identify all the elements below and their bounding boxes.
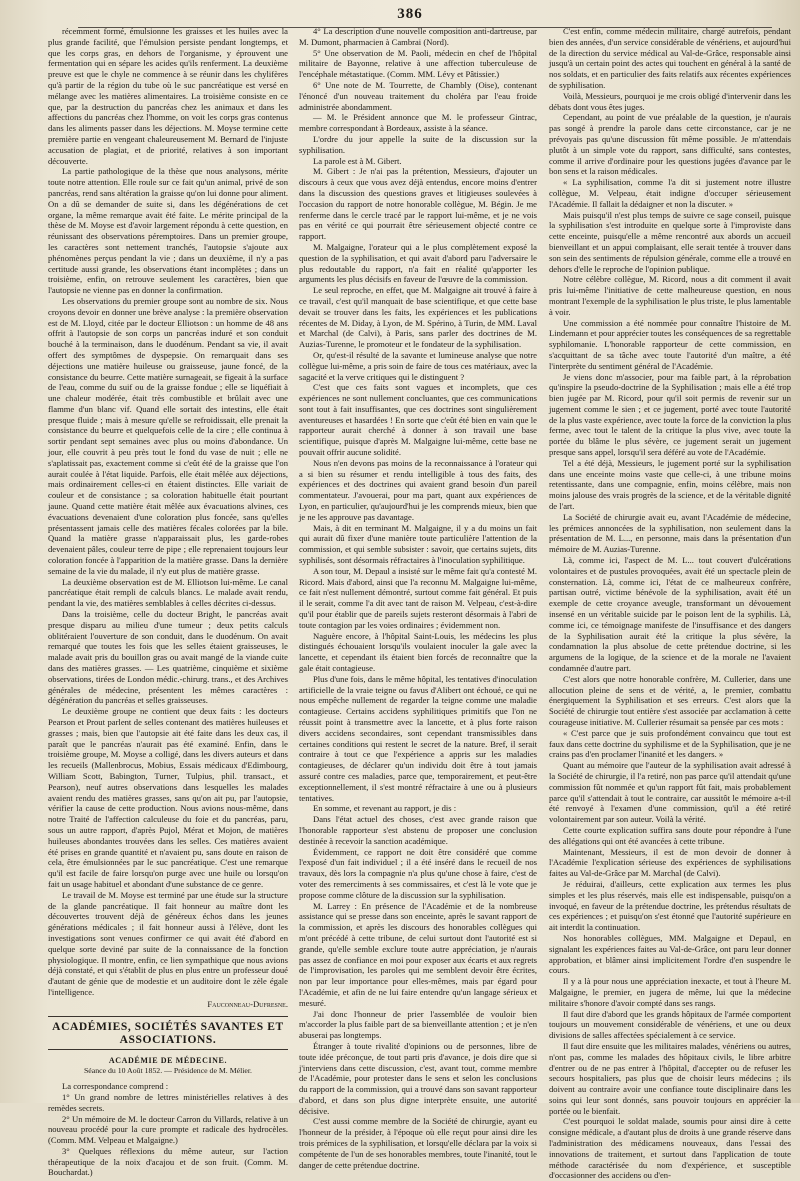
paragraph: Il y a là pour nous une appréciation inexacte, et tout à l'heure M. Malgaigne, le premier, en jugera de même, lui que la médecine militaire s'honore d'avoir compté dans ses rangs.: [549, 976, 791, 1008]
paragraph: Cette courte explication suffira sans doute pour répondre à l'une des allégations qui ont été avancées à cette tribune.: [549, 824, 791, 846]
paragraph: « C'est parce que je suis profondément convaincu que tout est faux dans cette doctrine du syphilisme et de la Syphilisation, que je ne crains pas d'en proclamer l'inanité et les dangers. »: [549, 727, 791, 760]
paragraph: Notre célèbre collègue, M. Ricord, nous a dit comment il avait pris lui-même l'initiative de cette malheureuse question, en nous montrant l'exemple de la syphilisation le plus triste, le plus lamentable à voir.: [549, 274, 791, 317]
paragraph: Tel a été déjà, Messieurs, le jugement porté sur la syphilisation dans une enceinte moins vaste que celle-ci, à une tribune moins retentissante, dans une compagnie, enfin, moins célèbre, mais non moins jalouse des vrais progrès de la science, et de la véritable dignité de l'art.: [549, 457, 791, 512]
paragraph: Il faut dire ensuite que les militaires malades, vénériens ou autres, n'ont pas, comme les malades des hôpitaux civils, le libre arbitre d'entrer ou de ne pas entrer à l'hôpital, d'accepter ou de refuser les secours hospitaliers, pas plus que de choisir leurs médecins ; ils doivent au contraire avoir une confiance toute disciplinaire dans les soins qui leur sont donnés, sans pouvoir toujours en apprécier la portée ou le bienfait.: [549, 1040, 791, 1116]
paragraph: Dans l'état actuel des choses, c'est avec grande raison que l'honorable rapporteur s'est abstenu de proposer une conclusion destinée à recevoir la sanction académique.: [299, 814, 537, 846]
column-2: [299, 26, 537, 1170]
paragraph: Là, comme ici, l'aspect de M. L... tout couvert d'ulcérations volontaires et de pustules provoquées, avait été un spectacle plein de consternation. Là, comme ici, l'état de ce malheureux confrère, partisan outré, victime bénévole de la syphilisation, avait été un exemple de cette croyance aveugle, transformant un dévouement insensé en un véritable suicide par le poison lent de la syphilis. Là, comme ici, ce témoignage manifeste de l'insuffisance et des dangers de la Syphilisation aurait été la critique la plus sévère, la condamnation la plus absolue de cette prétendue doctrine, si les argumens de la logique, de la science et de la morale ne l'avaient condamnée d'autre part.: [549, 555, 791, 674]
session-line: Séance du 10 Août 1852. — Présidence de M. Mélier.: [83, 1066, 253, 1076]
paragraph: 3° Quelques réflexions du même auteur, sur l'action thérapeutique de la noix d'acajou et de son fruit. (Comm. M. Bouchardat.): [48, 1145, 288, 1178]
paragraph: Une commission a été nommée pour connaître l'histoire de M. Lindemann et pour apprécier toutes les conséquences de sa regrettable syphilomanie. L'honorable rapporteur de cette commission, en s'acquittant de sa tâche avec toute l'autorité d'un maître, a été l'interprète du sentiment général de l'Académie.: [549, 317, 791, 371]
paragraph: 5° Une observation de M. Paoli, médecin en chef de l'hôpital militaire de Bayonne, relative à une affection tuberculeuse de l'encéphale métastatique. (Comm. MM. Lévy et Pâtissier.): [299, 47, 537, 80]
subsection-title: ACADÉMIE DE MÉDECINE.: [108, 1055, 228, 1065]
paragraph: C'est enfin, comme médecin militaire, chargé autrefois, pendant bien des années, d'un service considérable de vénériens, et aujourd'hui de la direction du service médical au Val-de-Grâce, responsable ainsi jusqu'à un certain point des actes qui touchent en général à la santé de nos soldats, et en particulier des faits relatifs aux récentes expériences de syphilisation.: [549, 26, 791, 90]
paragraph: La partie pathologique de la thèse que nous analysons, mérite toute notre attention. Elle roule sur ce fait qu'un animal, privé de son pancréas, rend sans altération la graisse qu'on lui donne pour aliment. On a dû se demander de suite si, dans les dégénérations de cet organe, la même remarque avait été faite. Le mérite principal de la thèse de M. Moyse est d'avoir largement répondu à cette question, en réunissant des observations péremptoires. Dans un premier groupe, les caractères sont nettement tranchés, l'autopsie s'ajoute aux phénomènes perçus pendant la vie ; dans un deuxième, il n'y a pas certitude aussi grande, les observations étant incomplètes ; dans un troisième, enfin, on retrouve seulement les caractères, bien que l'autopsie ne vienne pas en donner la confirmation.: [48, 166, 288, 296]
paragraph: Nous n'en devons pas moins de la reconnaissance à l'orateur qui a si bien su résumer et rendu intelligible à tous des faits, des expériences et des doctrines qui avaient grand besoin d'un pareil commentateur. J'avouerai, pour ma part, quant aux expériences de Lyon, en particulier, qu'aujourd'hui je les comprends mieux, bien que je ne les approuve pas davantage.: [299, 457, 537, 522]
paragraph: Le deuxième groupe ne contient que deux faits : les docteurs Pearson et Prout parlent de selles contenant des matières huileuses et grasses ; mais, bien que l'autopsie ait été faite dans les deux cas, il paraît que le pancréas n'aurait pas été examiné. Enfin, dans le troisième groupe, M. Moyse a colligé, dans les divers auteurs et dans les recueils (Mallenbrocus, Mobius, Essais médicaux d'Edimbourg, William Scott, Babington, Turner, Tulpius, phil. transact., et Pearson), neuf autres observations dans lesquelles les malades avaient rendu des matières grasses, sans qu'on ait pu, par l'autopsie, vérifier la cause de cette production. Nous avions nous-même, dans notre Traité de l'affection calculeuse du foie et du pancréas, paru, sous un autre rapport, d'après Pujol, Mérat et Mojon, de matières huileuses abondantes trouvées dans les selles. Ces matières avaient été prises en grande quantité et n'avaient pu, sans doute en raison de cela, être émulsionnées par le suc pancréatique. C'est une remarque qu'il est facile de faire lorsqu'on purge avec une huile ou lorsqu'on fait un usage habituel et abondant d'une substance de ce genre.: [48, 706, 288, 889]
paragraph: Le seul reproche, en effet, que M. Malgaigne ait trouvé à faire à ce travail, c'est qu'il manquait de base scientifique, et que cette base devait se trouver dans les faits, les expériences et les publications récentes de M. Diday, à Lyon, de M. Spérino, à Turin, de MM. Laval et Marchal (de Calvi), à Paris, sans parler des doctrines de M. Auzias-Turenne, le promoteur et le fondateur de la syphilisation.: [299, 285, 537, 350]
paragraph: M. Malgaigne, l'orateur qui a le plus complètement exposé la question de la syphilisation, et qui avait d'abord paru l'adversaire le plus redoutable du rapport, n'a fait en réalité qu'apporter les arguments les plus décisifs en faveur de l'œuvre de la commission.: [299, 241, 537, 285]
section-rule: [48, 1049, 288, 1050]
paragraph: C'est pourquoi le soldat malade, soumis pour ainsi dire à cette consigne médicale, a d'autant plus de droits à une grande réserve dans l'administration des médicamens nouveaux, dans l'essai des innovations de traitement, et surtout dans l'application de toute méthode caractérisée du nom d'expérience, et susceptible d'occasionner des accidens ou d'en-: [549, 1116, 791, 1181]
paragraph: Mais, à dit en terminant M. Malgaigne, il y a du moins un fait qui aurait dû fixer d'une manière toute particulière l'attention de la commission, et qui semble subsister : savoir, que certains sujets, dits syphilisés, sont désormais réfractaires à l'inoculation syphilitique.: [299, 522, 537, 566]
paragraph: Mais puisqu'il n'est plus temps de suivre ce sage conseil, puisque la syphilisation s'est introduite en quelque sorte à l'improviste dans cette enceinte, puisqu'elle a même rencontré aux abords un accueil bienveillant et un appui complaisant, elle serait tentée à trouver dans son sein des sentiments de répulsion générale, comme elle a trouvé en dehors d'elle le reproche de l'opinion publique.: [549, 209, 791, 274]
paragraph: C'est que ces faits sont vagues et incomplets, que ces expériences ne sont nullement concluantes, que ces communications sont tout à fait insuffisantes, que ces doctrines sont singulièrement aventureuses et hasardées ! En sorte que c'eût été bien en vain que le rapporteur aurait cherché à donner à son travail une base scientifique, puisque d'après M. Malgaigne lui-même, cette base ne pouvait offrir aucune solidité.: [299, 382, 537, 458]
paragraph: C'est alors que notre honorable confrère, M. Cullerier, dans une allocution pleine de sens et de vérité, a, le premier, combattu énergiquement la Syphilisation et ses erreurs. C'est alors que la Société de chirurgie tout entière s'est associée par acclamation à cette courageuse initiative. M. Cullerier résumait sa pensée par ces mots :: [549, 673, 791, 727]
paragraph: Les observations du premier groupe sont au nombre de six. Nous croyons devoir en donner une brève analyse : la première observation est de M. Lloyd, citée par le docteur Elliotson : un homme de 48 ans offrit à l'autopsie de son corps un pancréas induré et son conduit bouché à la terminaison, dans le duodénum. Pendant sa vie, il avait offert des symptômes de dyspepsie. On remarquait dans ses déjections une matière huileuse ou graisseuse, jaune foncé, de la consistance du beurre. Cette matière surnageait, se figeait à la surface de l'eau, comme du suif ou de la graisse fondue ; elle se liquéfiait à une chaleur modérée, était très combustible et brûlait avec une flamme d'un blanc vif. Quand elle sortait des intestins, elle était presque fluide ; mais à mesure qu'elle se refroidissait, elle prenait la consistance du beurre et quelquefois celle de la cire ; elle continua à sortir pendant sept semaines avec plus ou moins d'abondance. Un jour, elle couvrit à peu près tout le fond du vase de nuit ; elle ne s'aplatissait pas, exactement comme si c'eût été de la graisse que l'on aurait coulée à l'état liquide. Parfois, elle était mêlée aux déjections, mais ordinairement celles-ci en étaient distinctes. Elle variait de couleur et de consistance ; sa coloration habituelle était pourtant jaune. Quand cette matière était mêlée aux évacuations alvines, ces évacuations devenaient d'une coloration plus foncée, sans qu'elles présentassent jamais celle des matières fécales colorées par la bile. Quand la matière grasse n'apparaissait plus, les garde-robes devenaient pâles, couleur terre de pipe ; elle reprenaient toujours leur coloration foncée à l'apparition de la matière grasse. Dans la dernière semaine de la vie du malade, il n'y eut plus de matière grasse.: [48, 295, 288, 576]
paragraph: — M. le Président annonce que M. le professeur Gintrac, membre correspondant à Bordeaux, assiste à la séance.: [299, 112, 537, 134]
page-number: 386: [397, 6, 423, 22]
paragraph: 1° Un grand nombre de lettres ministérielles relatives à des remèdes secrets.: [48, 1091, 288, 1113]
paragraph: La correspondance comprend :: [62, 1081, 169, 1092]
paragraph: 2° Un mémoire de M. le docteur Carron du Villards, relative à un nouveau procédé pour la cure prompte et radicale des hydrocèles. (Comm. MM. Velpeau et Malgaigne.): [48, 1113, 288, 1146]
column-1: [48, 26, 288, 1178]
paragraph: Or, qu'est-il résulté de la savante et lumineuse analyse que notre collègue lui-même, a pris soin de faire de tous ces matériaux, avec la sagacité et la verve critiques qui le distinguent ?: [299, 349, 537, 382]
paragraph: Quant au mémoire que l'auteur de la syphilisation avait adressé à la Société de chirurgie, il l'a retiré, non pas parce qu'il attendait qu'une commission fût nommée et qu'un rapport fût fait, mais probablement parce qu'il s'attendait à tout le contraire, car aussitôt le mémoire a-t-il été renvoyé à l'examen d'une commission, qu'il a été retiré volontairement par son auteur. Voilà la vérité.: [549, 760, 791, 825]
section-rule: [48, 1016, 288, 1017]
paragraph: Évidemment, ce rapport ne doit être considéré que comme l'exposé d'un fait individuel ; il a été inséré dans le recueil de nos travaux, dès lors la compagnie n'a plus qu'une chose à faire, c'est de voter des remerciments à ses commissaires, et c'est là le vote que je propose comme clôture de la discussion sur la syphilisation.: [299, 846, 537, 900]
paragraph: Cependant, au point de vue préalable de la question, je n'aurais pas songé à prendre la parole dans cette circonstance, car je ne prévoyais pas qu'une discussion fût même possible. Je m'attendais plutôt à un simple vote du rapport, sans difficulté, sans contestes, comme il arrive d'ordinaire pour les questions jugées d'avance par le bon sens et la raison médicales.: [549, 112, 791, 177]
paragraph: 4° La description d'une nouvelle composition anti-dartreuse, par M. Dumont, pharmacien à Cambrai (Nord).: [299, 26, 537, 47]
paragraph: M. Larrey : En présence de l'Académie et de la nombreuse assistance qui se presse dans son enceinte, après le savant rapport de la commission, et après les discours des honorables collègues qui m'ont précédé à cette tribune, de celui surtout dont l'autorité est si grande, qu'elle semble exclure toute autre appréciation, je n'aurais pas assez de confiance en moi pour exposer aux écarts et aux regrets de l'improvisation, les paroles qui me semblent devoir être écrites, non par leur importance pour elles-mêmes, mais par égard pour l'Académie, et afin de ne lui faire entendre qu'un langage sérieux et mesuré.: [299, 900, 537, 1008]
paragraph: C'est aussi comme membre de la Société de chirurgie, ayant eu l'honneur de la présider, à l'époque où elle reçut pour ainsi dire les trois prémices de la syphilisation, et lorsqu'elle déclara par la voix si compétente de l'un de ses honorables membres, toute l'inanité, tout le danger de cette prétendue doctrine.: [299, 1116, 537, 1170]
paragraph: Plus d'une fois, dans le même hôpital, les tentatives d'inoculation artificielle de la vraie teigne ou favus d'Alibert ont échoué, ce qui ne nous empêche nullement de regarder la teigne comme une maladie contagieuse. Certains accidens syphilitiques primitifs que l'on ne réussit point à transmettre avec la lancette, et à plus forte raison divers accidens secondaires, sont cependant transmissibles dans certaines conditions qui restent le secret de la nature. Bref, il serait contraire à tout ce que l'expérience a appris sur les maladies contagieuses, de déclarer qu'un individu doit être à tout jamais assuré contre ces maladies, parce que, temporairement, et peut-être exceptionnellement, il s'est montré réfractaire à une ou à plusieurs tentatives.: [299, 673, 537, 803]
paragraph: La Société de chirurgie avait eu, avant l'Académie de médecine, les prémices annoncées de la syphilisation, non seulement dans la présentation de M. L..., en personne, mais dans la présentation d'un mémoire de M. Auzias-Turenne.: [549, 511, 791, 555]
section-title: ACADÉMIES, SOCIÉTÉS SAVANTES ET ASSOCIATIONS.: [52, 1020, 284, 1046]
paragraph: M. Gibert : Je n'ai pas la prétention, Messieurs, d'ajouter un discours à ceux que vous avez déjà entendus, encore moins d'entrer dans la discussion des questions graves et litigieuses soulevées à l'occasion du rapport de notre honorable collègue, M. Bégin. Je me renferme dans le cercle tracé par le rapport lui-même, et je ne vois pas en vérité ce qui pourrait être sérieusement objecté contre ce rapport.: [299, 166, 537, 242]
paragraph: Naguère encore, à l'hôpital Saint-Louis, les médecins les plus distingués échouaient lorsqu'ils voulaient inoculer la gale avec la lancette, et cependant ils étaient bien forcés de reconnaître que la gale était contagieuse.: [299, 630, 537, 674]
paragraph: Maintenant, Messieurs, il est de mon devoir de donner à l'Académie l'explication sérieuse des expériences de syphilisations faites au Val-de-Grâce par M. Marchal (de Calvi).: [549, 846, 791, 879]
article-signature: Fauconneau-Dufresne.: [207, 998, 288, 1009]
paragraph: 6° Une note de M. Tourrette, de Chambly (Oise), contenant l'énoncé d'un nouveau traitement du choléra par l'eau froide administrée abondamment.: [299, 79, 537, 112]
paragraph: En somme, et revenant au rapport, je dis :: [313, 803, 457, 814]
paragraph: A son tour, M. Depaul a insisté sur le même fait qu'a contesté M. Ricord. Mais d'abord, ainsi que l'a reconnu M. Malgaigne lui-même, ce fait n'est nullement démontré, surtout comme fait général. Et puis il le serait, comme l'a dit avec tant de raison M. Velpeau, c'est-à-dire qu'il pour établir que de pareils sujets resteront désormais à l'abri de toute contagion par les voies ordinaires ; évidemment non.: [299, 565, 537, 630]
page-header: [38, 6, 782, 26]
paragraph: Je réduirai, d'ailleurs, cette explication aux termes les plus simples et les plus réservés, mais elle est indispensable, puisqu'on a invoqué, en faveur de la prétendue doctrine, les prétendus résultats de ces expériences ; et puisqu'on s'est étonné que l'autorité supérieure en ait interdit la continuation.: [549, 878, 791, 933]
paragraph: Il faut dire d'abord que les grands hôpitaux de l'armée comportent toujours un mouvement considérable de vénériens, et une ou deux divisions de salles affectées spécialement à ce service.: [549, 1008, 791, 1041]
paragraph: L'ordre du jour appelle la suite de la discussion sur la syphilisation.: [299, 133, 537, 155]
paragraph: La deuxième observation est de M. Elliotson lui-même. Le canal pancréatique était rempli de calculs blancs. Le malade avait rendu, pendant la vie, des matières semblables à celles décrites ci-dessus.: [48, 576, 288, 609]
paragraph: Je viens donc m'associer, pour ma faible part, à la réprobation qu'inspire la pseudo-doctrine de la Syphilisation ; mais elle a été trop bien jugée par M. Ricord, pour qu'il soit permis de revenir sur un jugement comme le sien ; et ce jugement, porté avec toute l'autorité de la plus vaste expérience, avec toute la force de la conviction la plus ferme, avec tout le talent de la critique la plus vive, avec toute la portée du blâme le plus sévère, ce jugement serait un jugement presque sans appel, lorsqu'il sera déféré au vote de l'Académie.: [549, 371, 791, 458]
paragraph: récemment formé, émulsionne les graisses et les huiles avec la plus grande facilité, que l'émulsion persiste pendant longtemps, et que les corps gras, en dehors de l'organisme, y éprouvent une fermentation qui en sépare les acides qu'ils renferment. La deuxième preuve est que le chyle ne commence à se réunir dans les chylifères qu'à partir de la région du tube où le suc pancréatique est versé en mélange avec les matières alimentaires. La troisième consiste en ce que, par la destruction du pancréas chez les animaux et dans les affections du pancréas chez l'homme, on voit les corps gras contenus dans les aliments passer dans les déjections. M. Moyse termine cette première partie en vengeant chaleureusement M. Bernard de l'injuste accusation de plagiat, et de priorité, relatives à son important découverte.: [48, 26, 288, 166]
paragraph: Nos honorables collègues, MM. Malgaigne et Depaul, en signalant les expériences faites au Val-de-Grâce, ont paru leur donner approbation, et blâmer ainsi implicitement l'ordre d'en suspendre le cours.: [549, 932, 791, 976]
paragraph: J'ai donc l'honneur de prier l'assemblée de vouloir bien m'accorder la plus faible part de sa bienveillante attention ; et je n'en abuserai pas longtemps.: [299, 1008, 537, 1041]
paragraph: Voilà, Messieurs, pourquoi je me crois obligé d'intervenir dans les débats dont vous êtes juges.: [549, 90, 791, 112]
paragraph: La parole est à M. Gibert.: [313, 155, 402, 166]
paragraph: « La syphilisation, comme l'a dit si justement notre illustre collègue, M. Velpeau, était indigne d'occuper sérieusement l'Académie. Il fallait la dédaigner et non la discuter. »: [549, 177, 791, 209]
column-3: [549, 26, 791, 1181]
paragraph: Le travail de M. Moyse est terminé par une étude sur la structure de la glande pancréatique. Il fait honneur au maître dont les découvertes trouvent déjà de généreux échos dans les jeunes générations médicales ; il fait honneur aussi à l'élève, dont les investigations sont venues confirmer ce qui avait été d'abord en quelque sorte deviné par suite de la connaissance de la fonction physiologique. Il montre, enfin, ce lien sympathique que nous avions déjà constaté, et qui s'établit de plus en plus entre un professeur doué d'autant de génie que de modestie et un auditoire dont le zèle égale l'intelligence.: [48, 889, 288, 997]
paragraph: Étranger à toute rivalité d'opinions ou de personnes, libre de toute idée préconçue, de tout parti pris d'avance, je dois dire que si j'interviens dans cette discussion, c'est, avant tout, comme membre de l'Académie, pour protester dans le sens et selon les conclusions du rapport de la commission, qui a trouvé dans son savant rapporteur d'abord, et dans son plus digne interprète ensuite, une autorité décisive.: [299, 1040, 537, 1116]
paragraph: Dans la troisième, celle du docteur Bright, le pancréas avait presque disparu au milieu d'une tumeur ; deux petits calculs oblitéraient l'ouverture de son conduit, dans le duodénum. On avait remarqué que toutes les fois que les selles étaient graisseuses, le malade avait pris du bouillon gras ou avait mangé de la viande cuite dans des matières grasses. — Les quatrième, cinquième et sixième observations, tirées de London médic.-chirurg. trans., et des Archives générales de médecine, présentent les mêmes caractères : dégénération du pancréas et selles graisseuses.: [48, 609, 288, 706]
